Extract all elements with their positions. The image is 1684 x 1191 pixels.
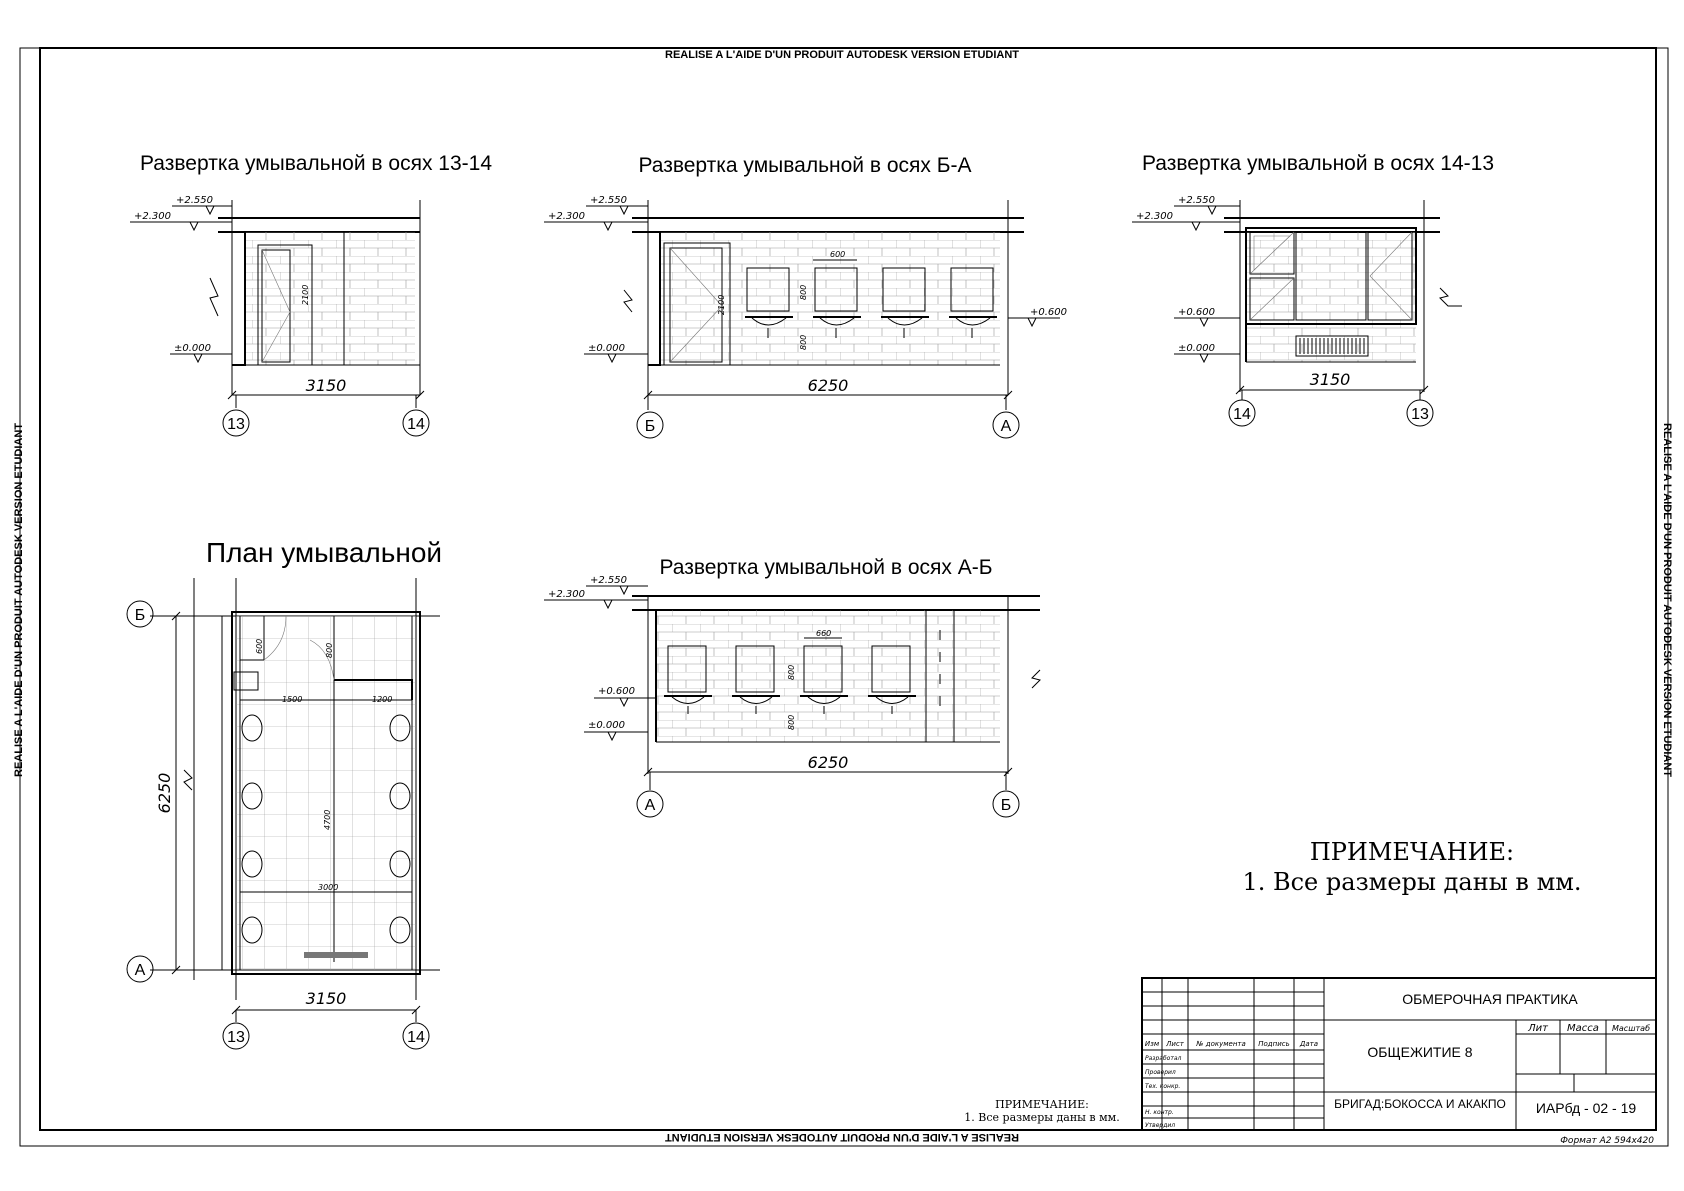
elevation-14-13-title: Развертка умывальной в осях 14-13 bbox=[1142, 152, 1494, 175]
mirror-height-label: 800 bbox=[799, 284, 808, 300]
level-label: +0.600 bbox=[1178, 307, 1216, 318]
col-header: Подпись bbox=[1258, 1040, 1290, 1048]
plan-inner-dim: 800 bbox=[325, 642, 334, 658]
col-header: № документа bbox=[1196, 1040, 1246, 1048]
watermark-right: REALISE A L'AIDE D'UN PRODUIT AUTODESK VERSION ETUDIANT bbox=[1661, 423, 1673, 777]
stage-header: Лит bbox=[1528, 1023, 1548, 1034]
elevation-a-b bbox=[544, 556, 1040, 817]
level-label: +0.600 bbox=[598, 686, 636, 697]
elevation-13-14 bbox=[130, 152, 492, 436]
object-name: ОБЩЕЖИТИЕ 8 bbox=[1367, 1044, 1473, 1060]
plan-inner-dim: 1200 bbox=[372, 695, 393, 704]
stage-header: Масса bbox=[1567, 1023, 1599, 1034]
axis-marker: Б bbox=[1000, 797, 1012, 814]
watermark-bottom: REALISE A L'AIDE D'UN PRODUIT AUTODESK VERSION ETUDIANT bbox=[665, 1131, 1019, 1143]
level-label: +2.300 bbox=[548, 211, 586, 222]
level-label: ±0.000 bbox=[588, 720, 626, 731]
level-label: ±0.000 bbox=[174, 343, 212, 354]
level-label: +2.300 bbox=[548, 589, 586, 600]
axis-marker: Б bbox=[134, 607, 146, 624]
level-label: +0.600 bbox=[1030, 307, 1068, 318]
elevation-b-a bbox=[544, 154, 1067, 438]
watermark-left: REALISE A L'AIDE D'UN PRODUIT AUTODESK VERSION ETUDIANT bbox=[13, 423, 25, 777]
axis-marker: 14 bbox=[407, 1029, 425, 1046]
row-label: Проверил bbox=[1145, 1069, 1176, 1076]
level-label: +2.550 bbox=[590, 195, 628, 206]
axis-marker: 13 bbox=[227, 416, 245, 433]
note-heading: ПРИМЕЧАНИЕ: bbox=[1309, 838, 1515, 866]
elevation-14-13 bbox=[1132, 152, 1494, 426]
stage-header: Масштаб bbox=[1611, 1024, 1651, 1033]
elevation-a-b-title: Развертка умывальной в осях А-Б bbox=[659, 556, 993, 579]
plan-inner-dim: 1500 bbox=[282, 695, 303, 704]
door-height-label: 2100 bbox=[717, 294, 726, 315]
level-label: +2.300 bbox=[134, 211, 172, 222]
door-height-label: 2100 bbox=[301, 284, 310, 305]
axis-marker: А bbox=[644, 797, 656, 814]
row-label: Разработал bbox=[1145, 1055, 1182, 1062]
row-label: Утвердил bbox=[1145, 1122, 1176, 1129]
col-header: Дата bbox=[1299, 1040, 1319, 1048]
sink-height-label: 800 bbox=[787, 714, 796, 730]
level-label: +2.550 bbox=[1178, 195, 1216, 206]
dimension-label: 3150 bbox=[305, 376, 347, 395]
level-label: ±0.000 bbox=[1178, 343, 1216, 354]
floor-drain-grate bbox=[304, 952, 368, 958]
drawing-code: ИАРбд - 02 - 19 bbox=[1535, 1100, 1637, 1116]
plan-inner-dim: 4700 bbox=[323, 809, 332, 830]
sink-height-label: 800 bbox=[799, 334, 808, 350]
col-header: Лист bbox=[1166, 1040, 1184, 1048]
elevation-13-14-title: Развертка умывальной в осях 13-14 bbox=[140, 152, 492, 175]
plan-inner-dim: 3000 bbox=[318, 883, 339, 892]
axis-marker: 14 bbox=[407, 416, 425, 433]
team-name: БРИГАД:БОКОССА И АКАКПО bbox=[1334, 1097, 1506, 1111]
axis-marker: А bbox=[134, 962, 146, 979]
mirror-width-label: 600 bbox=[830, 250, 846, 259]
axis-marker: Б bbox=[644, 418, 656, 435]
axis-marker: А bbox=[1000, 418, 1012, 435]
axis-marker: 13 bbox=[227, 1029, 245, 1046]
axis-marker: 13 bbox=[1411, 406, 1429, 423]
level-label: ±0.000 bbox=[588, 343, 626, 354]
col-header: Изм bbox=[1144, 1040, 1160, 1048]
dimension-label: 3150 bbox=[305, 989, 347, 1008]
watermark-top: REALISE A L'AIDE D'UN PRODUIT AUTODESK VERSION ETUDIANT bbox=[665, 49, 1019, 61]
note-line-small: 1. Все размеры даны в мм. bbox=[964, 1111, 1120, 1124]
level-label: +2.550 bbox=[176, 195, 214, 206]
note-heading-small: ПРИМЕЧАНИЕ: bbox=[995, 1098, 1089, 1111]
row-label: Н. контр. bbox=[1145, 1109, 1174, 1116]
dimension-label: 6250 bbox=[807, 753, 849, 772]
mirror-height-label: 800 bbox=[787, 664, 796, 680]
sheet-format: Формат А2 594x420 bbox=[1560, 1136, 1654, 1146]
level-label: +2.550 bbox=[590, 575, 628, 586]
dimension-label: 6250 bbox=[155, 772, 174, 814]
floor-plan bbox=[127, 537, 442, 1049]
mirror-width-label: 660 bbox=[816, 629, 832, 638]
dimension-label: 3150 bbox=[1309, 370, 1351, 389]
row-label: Тех. конкр. bbox=[1145, 1083, 1181, 1090]
plan-inner-dim: 600 bbox=[255, 638, 264, 654]
dimension-label: 6250 bbox=[807, 376, 849, 395]
plan-title: План умывальной bbox=[205, 537, 443, 568]
note-line: 1. Все размеры даны в мм. bbox=[1242, 868, 1582, 896]
elevation-b-a-title: Развертка умывальной в осях Б-А bbox=[638, 154, 972, 177]
level-label: +2.300 bbox=[1136, 211, 1174, 222]
project-name: ОБМЕРОЧНАЯ ПРАКТИКА bbox=[1402, 991, 1578, 1007]
title-block bbox=[1142, 978, 1656, 1146]
axis-marker: 14 bbox=[1233, 406, 1251, 423]
